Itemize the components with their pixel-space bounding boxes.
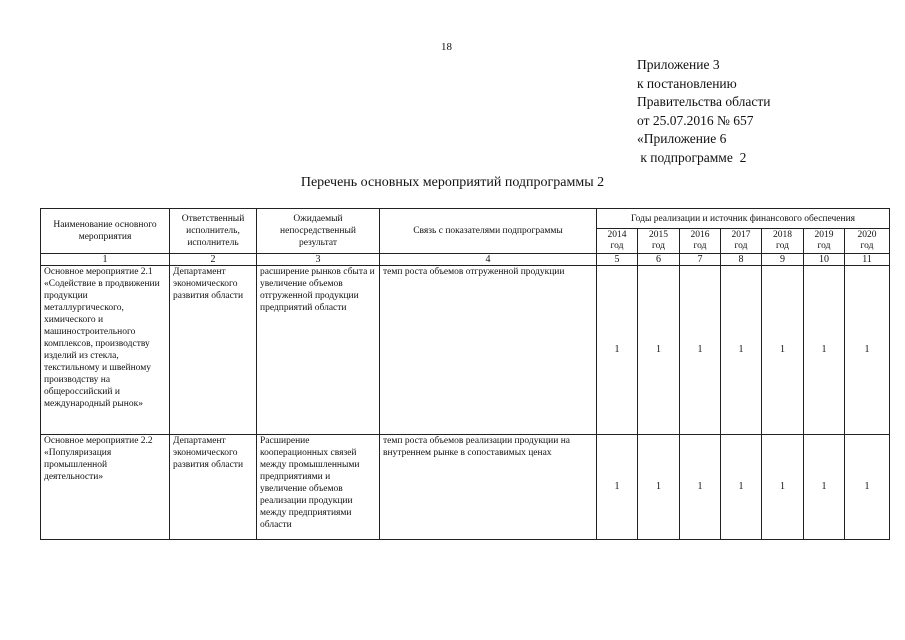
year-cell: 1 <box>804 435 845 540</box>
column-number: 7 <box>680 254 721 266</box>
year-cell: 1 <box>721 435 762 540</box>
appendix-line: Приложение 3 <box>637 57 720 72</box>
column-number: 8 <box>721 254 762 266</box>
appendix-line: «Приложение 6 <box>637 131 727 146</box>
document-title: Перечень основных мероприятий подпрограммы 2 <box>300 175 605 190</box>
measures-table <box>40 208 890 540</box>
column-number: 1 <box>41 254 170 266</box>
header-name: Наименование основного мероприятия <box>41 209 170 254</box>
header-year <box>638 229 680 254</box>
column-number: 11 <box>845 254 890 266</box>
column-number: 2 <box>170 254 257 266</box>
column-numbers-row <box>41 254 890 266</box>
table-header-row <box>41 209 890 229</box>
table-row <box>41 435 890 540</box>
header-years-group: Годы реализации и источник финансового обеспечения <box>597 209 890 229</box>
year-unit: год <box>817 241 831 251</box>
year-cell: 1 <box>638 266 680 435</box>
header-year <box>680 229 721 254</box>
column-number: 3 <box>257 254 380 266</box>
header-year <box>845 229 890 254</box>
table-row <box>41 266 890 435</box>
year-cell: 1 <box>680 266 721 435</box>
header-year <box>721 229 762 254</box>
measure-link: темп роста объемов реализации продукции на внутреннем рынке в сопоставимых ценах <box>380 435 597 540</box>
year-cell: 1 <box>597 435 638 540</box>
appendix-line: к постановлению <box>637 75 737 91</box>
year-value: 2015 <box>649 230 668 240</box>
year-value: 2019 <box>814 230 834 240</box>
year-cell: 1 <box>804 266 845 435</box>
appendix-line: к подпрограмме 2 <box>637 149 747 165</box>
year-value: 2018 <box>773 230 792 240</box>
appendix-line: от 25.07.2016 № 657 <box>637 112 754 128</box>
year-value: 2016 <box>690 230 710 240</box>
header-year <box>804 229 845 254</box>
header-year <box>762 229 804 254</box>
year-cell: 1 <box>597 266 638 435</box>
year-unit: год <box>652 241 665 251</box>
measure-link: темп роста объемов отгруженной продукции <box>380 266 597 435</box>
header-executor: Ответственный исполнитель, исполнитель <box>170 209 257 254</box>
measure-executor: Департамент экономического развития области <box>170 435 257 540</box>
year-cell: 1 <box>762 435 804 540</box>
year-unit: год <box>693 241 707 251</box>
year-value: 2014 <box>607 230 627 240</box>
measure-executor: Департамент экономического развития области <box>170 266 257 435</box>
column-number: 4 <box>380 254 597 266</box>
column-number: 5 <box>597 254 638 266</box>
measure-result: расширение рынков сбыта и увеличение объемов отгруженной продукции предприятий области <box>257 266 380 435</box>
appendix-block <box>637 56 770 167</box>
column-number: 9 <box>762 254 804 266</box>
year-cell: 1 <box>845 435 890 540</box>
year-unit: год <box>776 241 789 251</box>
header-link: Связь с показателями подпрограммы <box>380 209 597 254</box>
year-cell: 1 <box>762 266 804 435</box>
appendix-line: Правительства области <box>637 94 771 109</box>
year-unit: год <box>610 241 624 251</box>
year-cell: 1 <box>845 266 890 435</box>
year-cell: 1 <box>638 435 680 540</box>
column-number: 6 <box>638 254 680 266</box>
measure-name: Основное мероприятие 2.1 «Содействие в продвижении продукции металлургического, химического и машиностроительного комплексов, производству изделий из стекла, текстильному и швейному производству на общероссийский и международный рынок» <box>41 266 170 435</box>
year-cell: 1 <box>721 266 762 435</box>
column-number: 10 <box>804 254 845 266</box>
year-unit: год <box>860 241 874 251</box>
header-year <box>597 229 638 254</box>
measure-result: Расширение кооперационных связей между промышленными предприятиями и увеличение объемов реализации продукции между предприятиями области <box>257 435 380 540</box>
year-value: 2017 <box>731 230 751 240</box>
measure-name: Основное мероприятие 2.2 «Популяризация промышленной деятельности» <box>41 435 170 540</box>
year-unit: год <box>734 241 748 251</box>
page-number: 18 <box>441 41 452 53</box>
header-result: Ожидаемый непосредственный результат <box>257 209 380 254</box>
year-value: 2020 <box>857 230 877 240</box>
year-cell: 1 <box>680 435 721 540</box>
